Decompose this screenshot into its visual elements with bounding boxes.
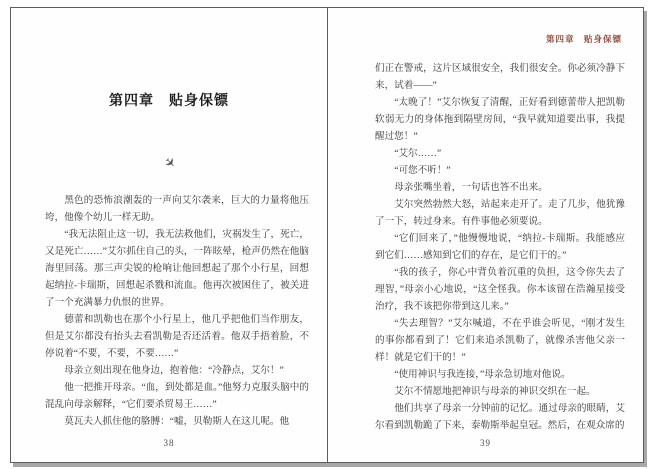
paragraph: 母亲立刻出现在他身边，抱着他：“冷静点，艾尔！”	[64, 365, 284, 376]
running-header: 第四章 贴身保镖	[545, 34, 622, 44]
paragraph: 莫瓦夫人抓住他的胳膊：“嘘，贝勒斯人在这儿呢。他	[64, 416, 290, 427]
paragraph: “我无法阻止这一切，我无法救他们，灾祸发生了，死亡，又是死亡……”艾尔抓住自己的头，一阵眩晕，枪声仍然在他脑海里回荡。那三声尖锐的枪响让他回想起了那个小行星，回想起纳拉-卡瑞斯，回想起杀戮和流血。他再次被困住了，被关进了一个充满暴力仇恨的世界。	[45, 229, 309, 308]
paragraph: “艾尔……”	[394, 148, 442, 159]
paragraph: “可您不听！”	[394, 165, 451, 176]
paragraph: “失去理智？”艾尔喊道，不在乎谁会听见，“刚才发生的事你都看到了！它们来追杀凯勒了，就像杀害他父亲一样！就是它们干的！”	[375, 318, 625, 363]
paragraph: 艾尔不情愿地把神识与母亲的神识交织在一起。	[394, 386, 596, 397]
paragraph: “它们回来了，”他慢慢地说，“纳拉-卡瑞斯。我能感应到它们……感知到它们的存在，是它们干的。”	[375, 233, 625, 261]
page-right[interactable]	[328, 8, 643, 462]
paragraph: 们正在警戒，这片区域很安全，我们很安全。你必须冷静下来，试着——”	[375, 63, 625, 91]
paragraph: “太晚了！”艾尔恢复了清醒，正好看到德蕾带人把凯勒软弱无力的身体拖到隔壁房间，“我早就知道要出事，我提醒过您！”	[375, 97, 625, 142]
starship-ornament-icon: ✈	[159, 154, 179, 173]
paragraph: 他们共享了母亲一分钟前的记忆。通过母亲的眼睛，艾尔看到凯勒跪了下来，泰勒斯举起皇冠。然后，在观众席的	[375, 403, 625, 431]
chapter-ornament	[11, 154, 327, 172]
paragraph: “我的孩子，你心中背负着沉重的负担，这令你失去了理智，”母亲小心地说，“这全怪我。你本该留在浩瀚星接受治疗，我不该把你带到这儿来。”	[375, 267, 625, 312]
left-page-body	[45, 192, 309, 430]
paragraph: 他一把推开母亲。“血，到处都是血。”他努力克服头脑中的混乱向母亲解释，“它们要杀贸易王……”	[45, 382, 309, 410]
right-page-number: 39	[480, 438, 491, 448]
paragraph: “使用神识与我连接，”母亲急切地对他说。	[394, 369, 571, 380]
paragraph: 德蕾和凯勒也在那个小行星上，他几乎把他们当作朋友，但是艾尔都没有抬头去看凯勒是否还活着。他双手捂着脸，不停说着“不要，不要，不要……”	[45, 314, 309, 359]
right-page-body	[375, 60, 625, 434]
chapter-title: 第四章 贴身保镖	[109, 92, 229, 108]
paragraph: 艾尔突然勃然大怒，站起来走开了。走了几步，他犹豫了一下，转过身来。有件事他必须要说。	[375, 199, 625, 227]
left-page-number: 38	[163, 438, 175, 448]
paragraph: 母亲张嘴坐着，一句话也答不出来。	[394, 182, 548, 193]
page-left[interactable]	[11, 8, 327, 462]
paragraph: 黑色的恐怖浪潮轰的一声向艾尔袭来，巨大的力量将他压垮，他像个幼儿一样无助。	[45, 195, 309, 223]
book-spread	[10, 7, 644, 463]
